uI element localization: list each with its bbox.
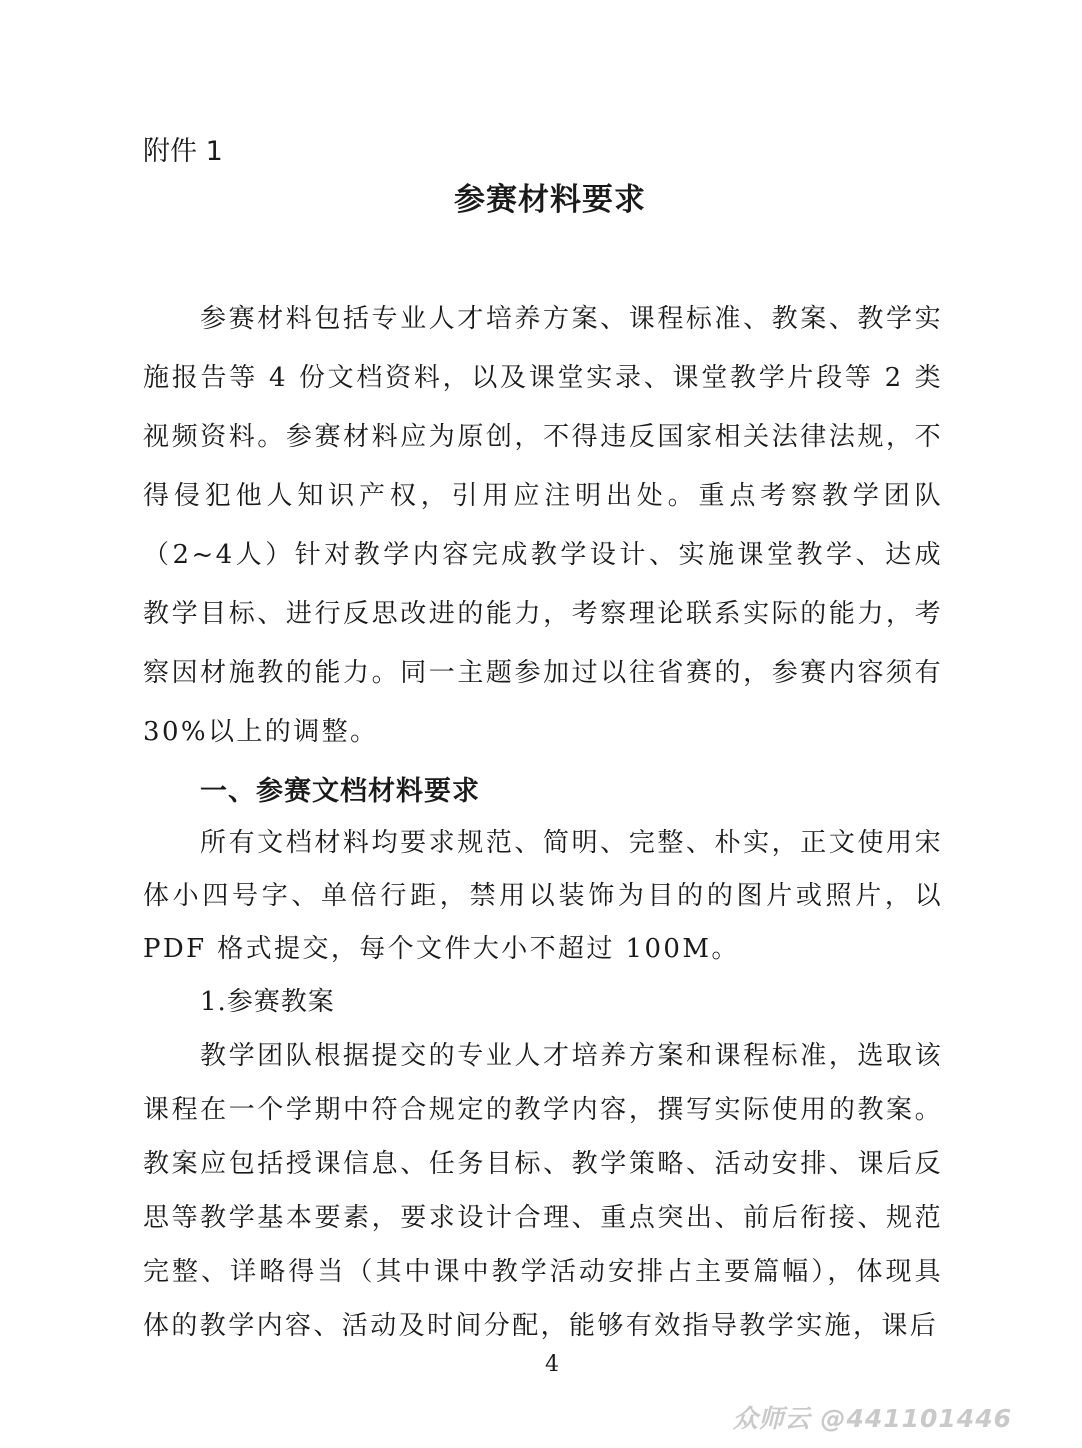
document-title: 参赛材料要求: [454, 182, 646, 218]
page-number: 4: [545, 1352, 559, 1377]
section-paragraph: 所有文档材料均要求规范、简明、完整、朴实，正文使用宋体小四号字、单倍行距，禁用以装饰为目的的图片或照片，以 PDF 格式提交，每个文件大小不超过 100M。: [143, 828, 943, 964]
watermark: 众师云 @441101446: [732, 1404, 1012, 1433]
attachment-label: 附件 1: [143, 136, 223, 167]
subsection-paragraph: 教学团队根据提交的专业人才培养方案和课程标准，选取该课程在一个学期中符合规定的教学内容，撰写实际使用的教案。教案应包括授课信息、任务目标、教学策略、活动安排、课后反思等教学基本要素，要求设计合理、重点突出、前后衔接、规范完整、详略得当（其中课中教学活动安排占主要篇幅），体现具体的教学内容、活动及时间分配，能够有效指导教学实施，课后: [143, 1041, 943, 1341]
subsection-heading: 1.参赛教案: [200, 987, 335, 1017]
intro-paragraph: 参赛材料包括专业人才培养方案、课程标准、教案、教学实施报告等 4 份文档资料，以及课堂实录、课堂教学片段等 2 类视频资料。参赛材料应为原创，不得违反国家相关法律法规，不得侵犯他人知识产权，引用应注明出处。重点考察教学团队（2~4人）针对教学内容完成教学设计、实施课堂教学、达成教学目标、进行反思改进的能力，考察理论联系实际的能力，考察因材施教的能力。同一主题参加过以往省赛的，参赛内容须有 30%以上的调整。: [143, 304, 943, 747]
section-heading: 一、参赛文档材料要求: [200, 776, 480, 807]
